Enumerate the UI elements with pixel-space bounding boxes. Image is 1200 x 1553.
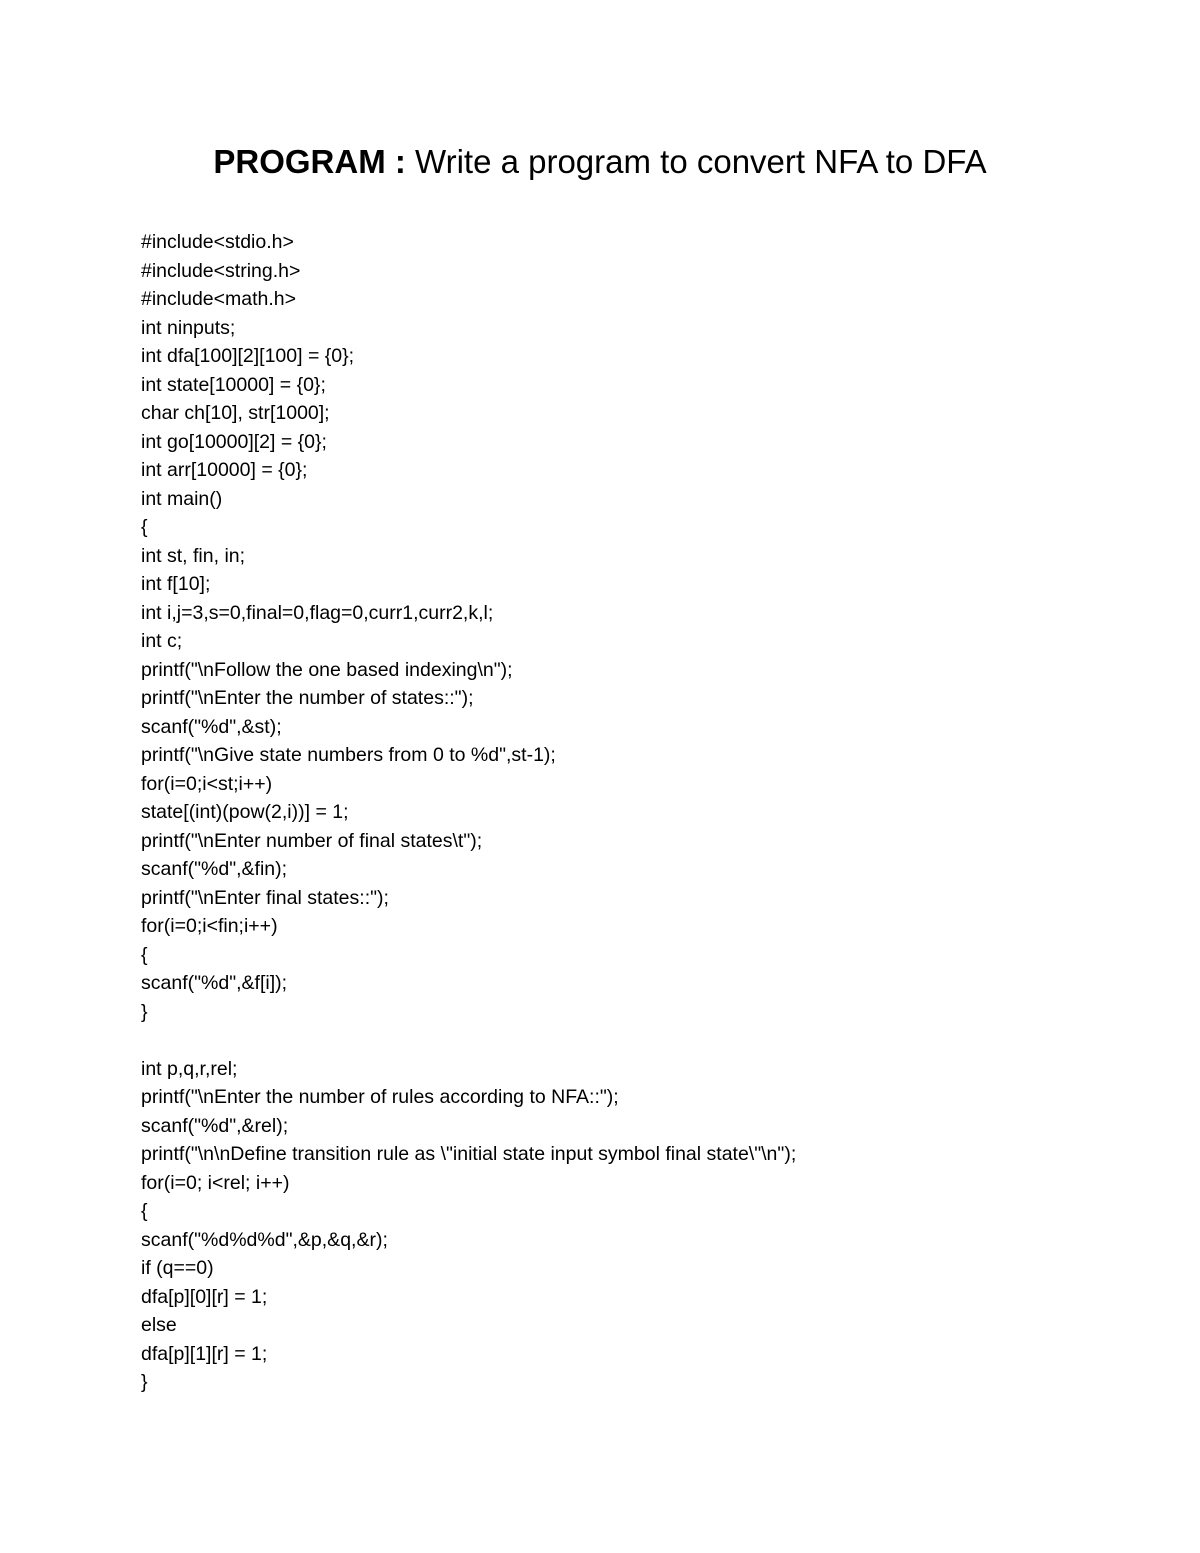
code-line: for(i=0;i<st;i++) <box>141 772 273 795</box>
code-line: for(i=0; i<rel; i++) <box>141 1171 290 1194</box>
code-line: #include<string.h> <box>141 259 301 282</box>
title-label: PROGRAM : <box>213 143 406 180</box>
code-line: scanf("%d",&f[i]); <box>141 972 288 994</box>
code-line: int c; <box>141 630 183 652</box>
code-line: if (q==0) <box>141 1257 214 1279</box>
code-line: scanf("%d",&rel); <box>141 1114 289 1137</box>
code-line: int state[10000] = {0}; <box>141 373 326 396</box>
code-line: printf("\nGive state numbers from 0 to %d",st-1); <box>141 744 556 766</box>
code-line: else <box>141 1314 177 1336</box>
code-line: printf("\nEnter the number of states::"); <box>141 687 474 709</box>
code-line: int ninputs; <box>141 316 236 339</box>
blank-line <box>141 1026 1141 1055</box>
code-line: { <box>141 516 148 538</box>
code-line: int f[10]; <box>141 573 211 595</box>
title-text: Write a program to convert NFA to DFA <box>405 143 987 180</box>
code-line: printf("\nFollow the one based indexing\n"); <box>141 658 513 681</box>
code-line: scanf("%d",&st); <box>141 715 282 738</box>
code-line: int st, fin, in; <box>141 544 246 567</box>
code-body <box>141 228 1141 1397</box>
code-line: for(i=0;i<fin;i++) <box>141 915 278 937</box>
code-line: } <box>141 1000 148 1023</box>
code-line: dfa[p][0][r] = 1; <box>141 1285 268 1308</box>
code-line: int main() <box>141 487 223 510</box>
code-line: scanf("%d",&fin); <box>141 858 288 880</box>
code-line: } <box>141 1371 148 1393</box>
code-line: state[(int)(pow(2,i))] = 1; <box>141 801 349 823</box>
code-line: printf("\nEnter final states::"); <box>141 886 389 909</box>
code-line: char ch[10], str[1000]; <box>141 402 330 424</box>
code-line: int go[10000][2] = {0}; <box>141 430 327 453</box>
code-line: scanf("%d%d%d",&p,&q,&r); <box>141 1228 388 1251</box>
code-line: int dfa[100][2][100] = {0}; <box>141 345 355 367</box>
code-line: #include<stdio.h> <box>141 231 294 253</box>
code-line: int arr[10000] = {0}; <box>141 459 308 481</box>
code-line: { <box>141 1200 148 1222</box>
code-line: printf("\n\nDefine transition rule as \"initial state input symbol final state\"\n"); <box>141 1143 797 1165</box>
code-line: printf("\nEnter number of final states\t"); <box>141 829 483 852</box>
code-line: printf("\nEnter the number of rules according to NFA::"); <box>141 1086 619 1108</box>
page-title <box>0 140 1200 184</box>
code-line: { <box>141 943 148 966</box>
code-line: #include<math.h> <box>141 288 297 310</box>
code-line: dfa[p][1][r] = 1; <box>141 1342 268 1365</box>
code-line: int p,q,r,rel; <box>141 1057 238 1080</box>
code-line: int i,j=3,s=0,final=0,flag=0,curr1,curr2,k,l; <box>141 601 494 624</box>
